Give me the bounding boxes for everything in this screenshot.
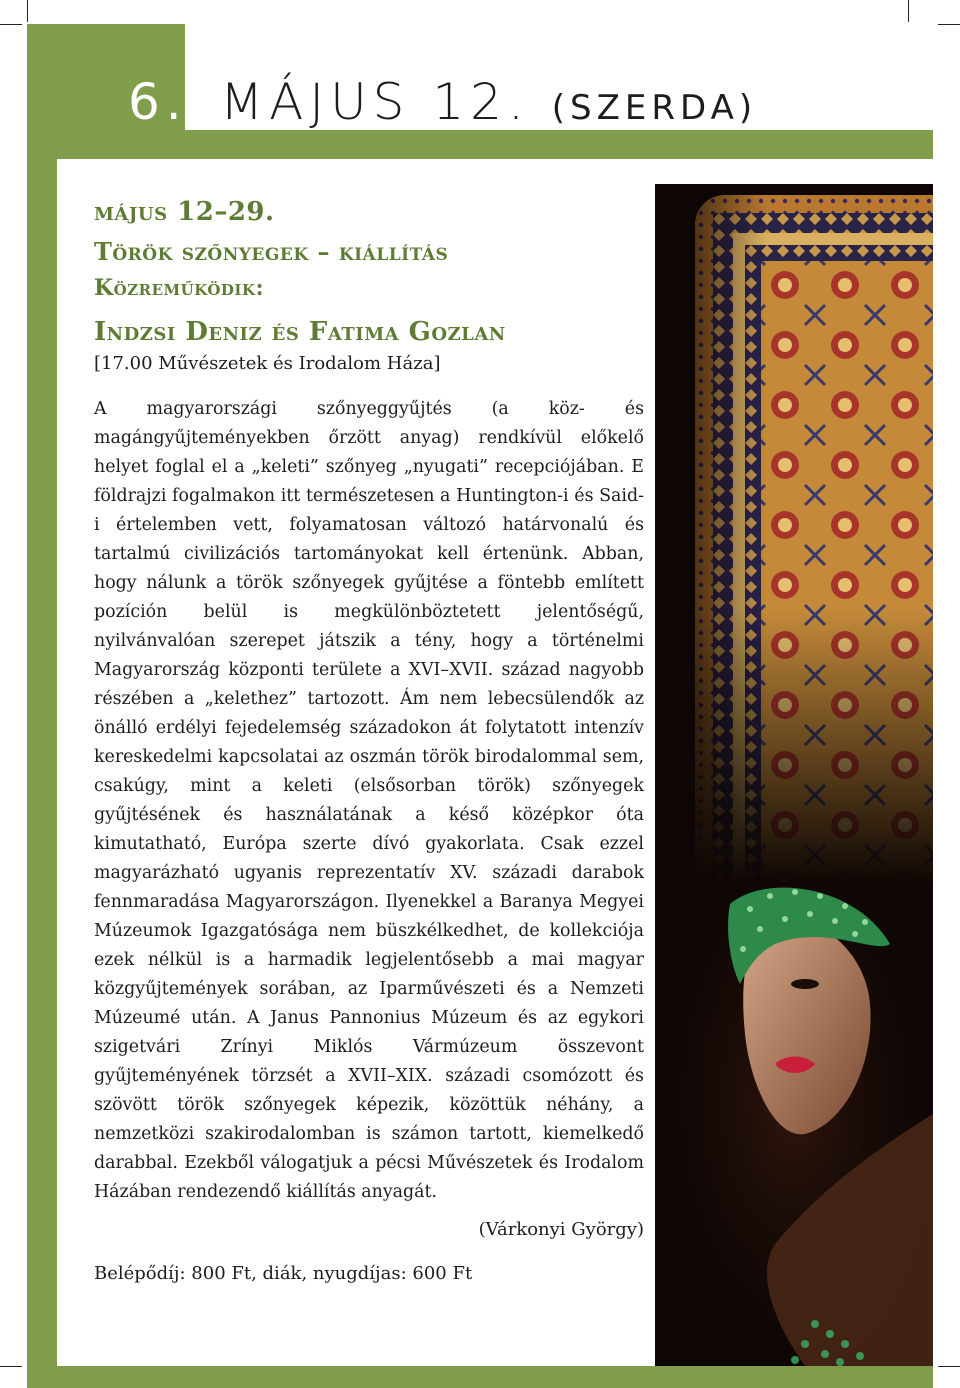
page-day: (SZERDA) <box>551 88 758 128</box>
contributors-label: Közreműködik: <box>94 275 265 301</box>
page-number: 6. <box>128 73 188 131</box>
crop-mark <box>0 24 22 25</box>
event-description: A magyarországi szőnyeggyűjtés (a köz- és magángyűjteményekben őrzött anyag) rendkívül előkelő helyet foglal el a „keleti” szőnyeg „nyugati” recepciójában. E földrajzi fogalmakon itt természetesen a Huntington-i és Said-i értelemben vett, folyamatosan változó határvonalú és tartalmú civilizációs tartományokat kell értenünk. Abban, hogy nálunk a török szőnyegek gyűjtése a föntebb említett pozíción belül is megkülönböztetett jelentőségű, nyilvánvalóan szerepet játszik a tény, hogy a történelmi Magyarország központi területe a XVI–XVII. század nagyobb részében a „kelethez” tartozott. Ám nem lebecsülendők az önálló erdélyi fejedelemség századokon át folytatott intenzív kereskedelmi kapcsolatai az oszmán török birodalommal sem, csakúgy, mint a keleti (elsősorban török) szőnyegek gyűjtésének és használatának a késő középkor óta kimutatható, Európa szerte dívó gyakorlata. Csak ezzel magyarázható ugyanis reprezentatív XV. századi darabok fennmaradása Magyarországon. Ilyenekkel a Baranya Megyei Múzeumok Igazgatósága nem büszkélkedhet, de kollekciója ezek nélkül is a harmadik legjelentősebb a mai magyar közgyűjtemények sorában, az Iparművészeti és a Nemzeti Múzeumé után. A Janus Pannonius Múzeum és az egykori szigetvári Zrínyi Miklós Vármúzeum összevont gyűjteményének törzsét a XVII–XIX. századi csomózott és szövött török szőnyegek képezik, közöttük néhány, a nemzetközi szakirodalomban is számon tartott, kiemelkedő darabbal. Ezekből válogatjuk a pécsi Művészetek és Irodalom Házában rendezendő kiállítás anyagát. <box>94 399 644 1202</box>
crop-mark <box>0 1366 22 1367</box>
event-title: Török szőnyegek – kiállítás <box>94 237 449 266</box>
ticket-price: Belépődíj: 800 Ft, diák, nyugdíjas: 600 Ft <box>94 1263 473 1284</box>
frame-left <box>27 24 57 1366</box>
page-date: MÁJUS 12. <box>220 73 530 131</box>
crop-mark <box>938 24 960 25</box>
crop-mark <box>938 1366 960 1367</box>
article-author: (Várkonyi György) <box>478 1219 644 1240</box>
frame-bottom <box>27 1366 933 1388</box>
page-title <box>128 62 757 142</box>
event-dates: május 12–29. <box>94 197 275 227</box>
carpet-image <box>695 195 933 885</box>
event-venue: [17.00 Művészetek és Irodalom Háza] <box>94 353 441 374</box>
event-article <box>94 195 644 1289</box>
crop-mark <box>908 0 909 22</box>
carpet-pattern <box>695 195 933 885</box>
contributors-names: Indzsi Deniz és Fatima Gozlan <box>94 317 506 347</box>
crop-mark <box>27 0 28 22</box>
